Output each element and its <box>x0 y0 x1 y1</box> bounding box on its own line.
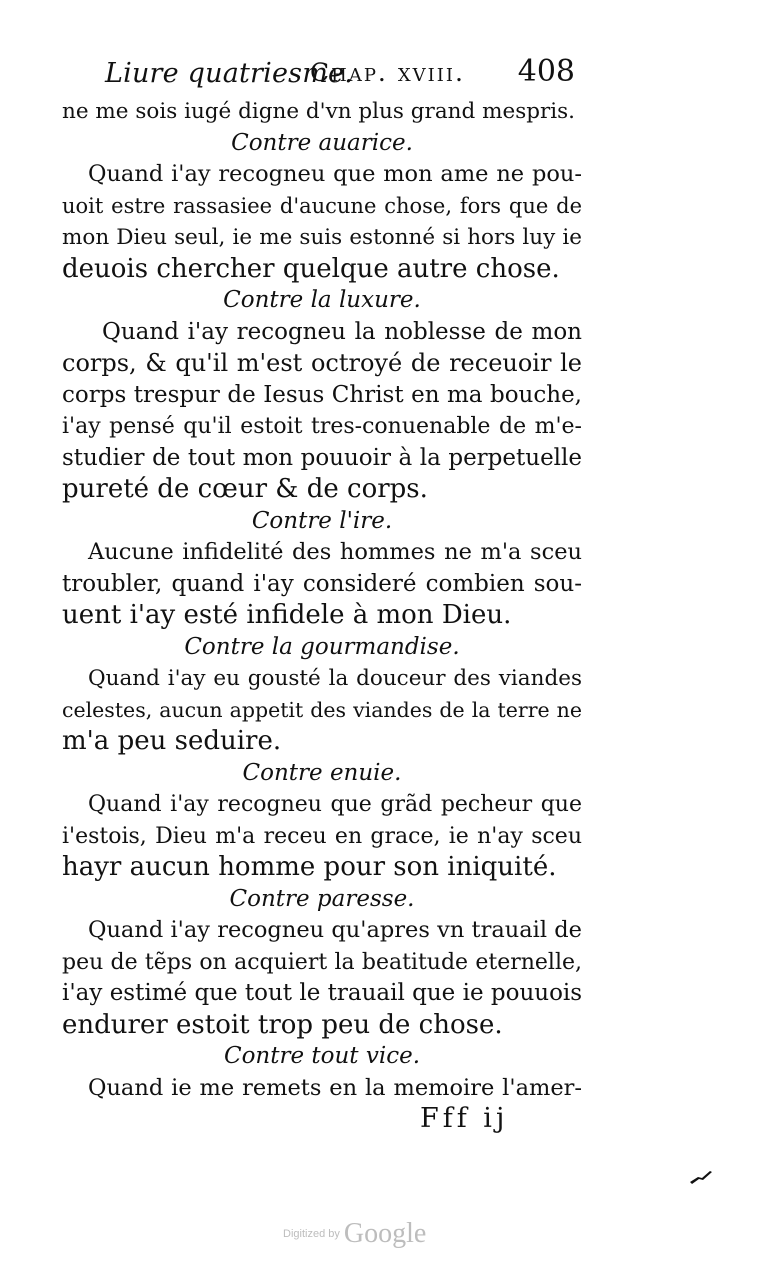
text-line: Quand i'ay eu gousté la douceur des viandes <box>88 666 582 691</box>
text-line: hayr aucun homme pour son iniquité. <box>62 852 557 882</box>
text-line: celestes, aucun appetit des viandes de la terre ne <box>62 697 582 722</box>
text-line: uoit estre rassasiee d'aucune chose, fors que de <box>62 193 582 218</box>
section-heading: Contre enuie. <box>242 759 402 786</box>
page-number: 408 <box>517 54 575 89</box>
section-heading: Contre tout vice. <box>223 1043 421 1069</box>
section-heading: Contre paresse. <box>229 885 415 912</box>
google-logo: Google <box>343 1218 427 1249</box>
text-line: peu de tẽps on acquiert la beatitude eternelle, <box>62 949 582 975</box>
section-heading: Contre la gourmandise. <box>184 633 460 660</box>
text-line: studier de tout mon pouuoir à la perpetuelle <box>62 444 582 471</box>
text-line: corps trespur de Iesus Christ en ma bouche, <box>62 381 582 408</box>
text-line: i'ay estimé que tout le trauail que ie pouuois <box>62 980 583 1006</box>
text-line: mon Dieu seul, ie me suis estonné si hors luy ie <box>62 225 582 250</box>
text-line: Quand i'ay recogneu que mon ame ne pou- <box>88 161 582 187</box>
running-title: Liure quatriesme. <box>105 58 353 89</box>
text-line: Quand i'ay recogneu la noblesse de mon <box>102 318 582 345</box>
page-header <box>105 54 575 98</box>
text-line: troubler, quand i'ay consideré combien sou- <box>62 570 582 597</box>
text-line: i'estois, Dieu m'a receu en grace, ie n'ay sceu <box>62 823 582 849</box>
ink-mark-icon <box>688 1166 714 1186</box>
text-line: Quand ie me remets en la memoire l'amer- <box>88 1074 582 1101</box>
section-heading: Contre la luxure. <box>223 287 421 313</box>
text-line: Quand i'ay recogneu qu'apres vn trauail de <box>88 917 582 943</box>
text-line: Quand i'ay recogneu que grãd pecheur que <box>88 792 582 817</box>
text-line: i'ay pensé qu'il estoit tres-conuenable de m'e- <box>62 414 582 439</box>
text-line: Aucune infidelité des hommes ne m'a sceu <box>88 539 582 565</box>
signature-mark: Fff ij <box>420 1103 509 1134</box>
text-line: uent i'ay esté infidele à mon Dieu. <box>62 600 512 630</box>
text-line: pureté de cœur & de corps. <box>62 474 428 504</box>
text-line: endurer estoit trop peu de chose. <box>62 1009 503 1040</box>
section-heading: Contre l'ire. <box>251 507 393 534</box>
body-text <box>62 96 582 1104</box>
text-line: corps, & qu'il m'est octroyé de receuoir le <box>62 349 582 377</box>
chapter-number: Chap. xviii. <box>310 58 465 87</box>
text-line: deuois chercher quelque autre chose. <box>62 253 560 284</box>
section-heading: Contre auarice. <box>231 129 413 156</box>
digitized-watermark <box>283 1218 426 1250</box>
text-line: ne me sois iugé digne d'vn plus grand mespris. <box>62 99 576 124</box>
text-line: m'a peu seduire. <box>62 726 282 756</box>
digitized-by-label: Digitized by <box>283 1228 340 1240</box>
